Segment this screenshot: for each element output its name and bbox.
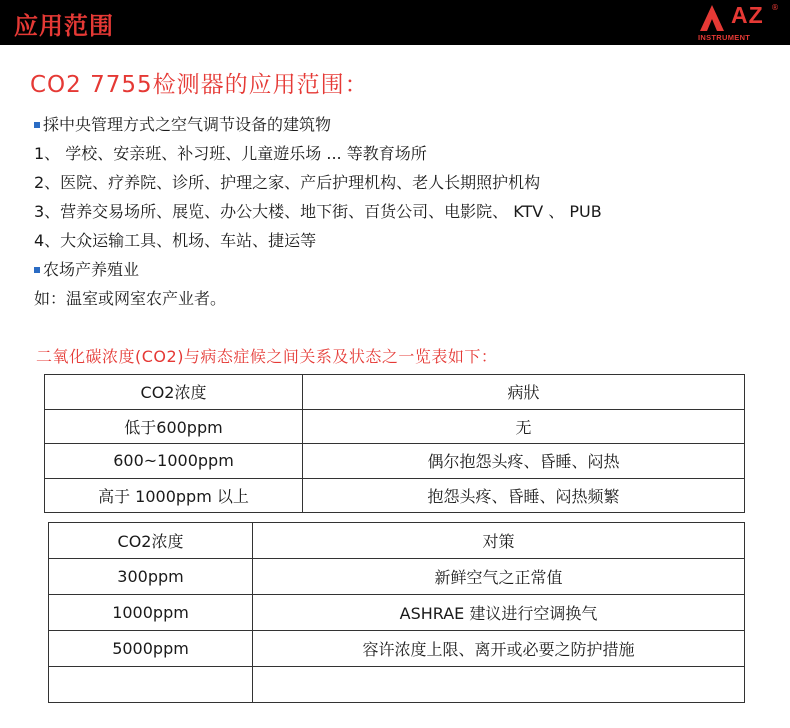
table-cell (49, 667, 253, 703)
registered-mark: ® (771, 3, 779, 12)
table-cell: 无 (303, 409, 745, 444)
section-title: CO2 7755检测器的应用范围： (30, 72, 369, 98)
application-list (34, 110, 602, 313)
table-header-row (49, 523, 745, 559)
triangle-logo-icon (698, 3, 734, 33)
table-row (49, 667, 745, 703)
list-item: 採中央管理方式之空气调节设备的建筑物 (34, 110, 602, 139)
table-cell: 低于600ppm (45, 409, 303, 444)
table-cell: 高于 1000ppm 以上 (45, 478, 303, 513)
table-cell: 600~1000ppm (45, 444, 303, 479)
table-caption: 二氧化碳浓度(CO2)与病态症候之间关系及状态之一览表如下： (36, 347, 498, 366)
header-title: 应用范围 (14, 12, 114, 40)
table-row (49, 559, 745, 595)
table-cell: 偶尔抱怨头疼、昏睡、闷热 (303, 444, 745, 479)
table-cell: 抱怨头疼、昏睡、闷热频繁 (303, 478, 745, 513)
table-cell: ASHRAE 建议进行空调换气 (253, 595, 745, 631)
table-cell: 新鲜空气之正常值 (253, 559, 745, 595)
list-item: 4、大众运输工具、机场、车站、捷运等 (34, 231, 317, 250)
table-row (49, 631, 745, 667)
column-header: 病狀 (303, 375, 745, 410)
page-header (0, 0, 790, 45)
logo-subtitle: INSTRUMENT (698, 33, 751, 42)
column-header: CO2浓度 (45, 375, 303, 410)
list-item: 农场产养殖业 (34, 255, 602, 284)
symptom-table (44, 374, 745, 513)
list-item: 1、 学校、安亲班、补习班、儿童遊乐场 ... 等教育场所 (34, 144, 427, 163)
list-item: 如：温室或网室农产业者。 (34, 289, 227, 308)
az-instrument-logo (698, 3, 778, 43)
table-cell: 容许浓度上限、离开或必要之防护措施 (253, 631, 745, 667)
square-bullet-icon (34, 267, 40, 273)
table-row (45, 478, 745, 513)
table-row (45, 444, 745, 479)
logo-text: AZ (731, 2, 764, 28)
table-cell (253, 667, 745, 703)
table-row (45, 409, 745, 444)
countermeasure-table (48, 522, 745, 703)
column-header: CO2浓度 (49, 523, 253, 559)
square-bullet-icon (34, 122, 40, 128)
table-cell: 5000ppm (49, 631, 253, 667)
list-item: 3、营养交易场所、展览、办公大楼、地下街、百货公司、电影院、 KTV 、 PUB (34, 202, 602, 221)
list-item: 2、医院、疗养院、诊所、护理之家、产后护理机构、老人长期照护机构 (34, 173, 541, 192)
column-header: 对策 (253, 523, 745, 559)
table-header-row (45, 375, 745, 410)
table-row (49, 595, 745, 631)
table-cell: 300ppm (49, 559, 253, 595)
table-cell: 1000ppm (49, 595, 253, 631)
